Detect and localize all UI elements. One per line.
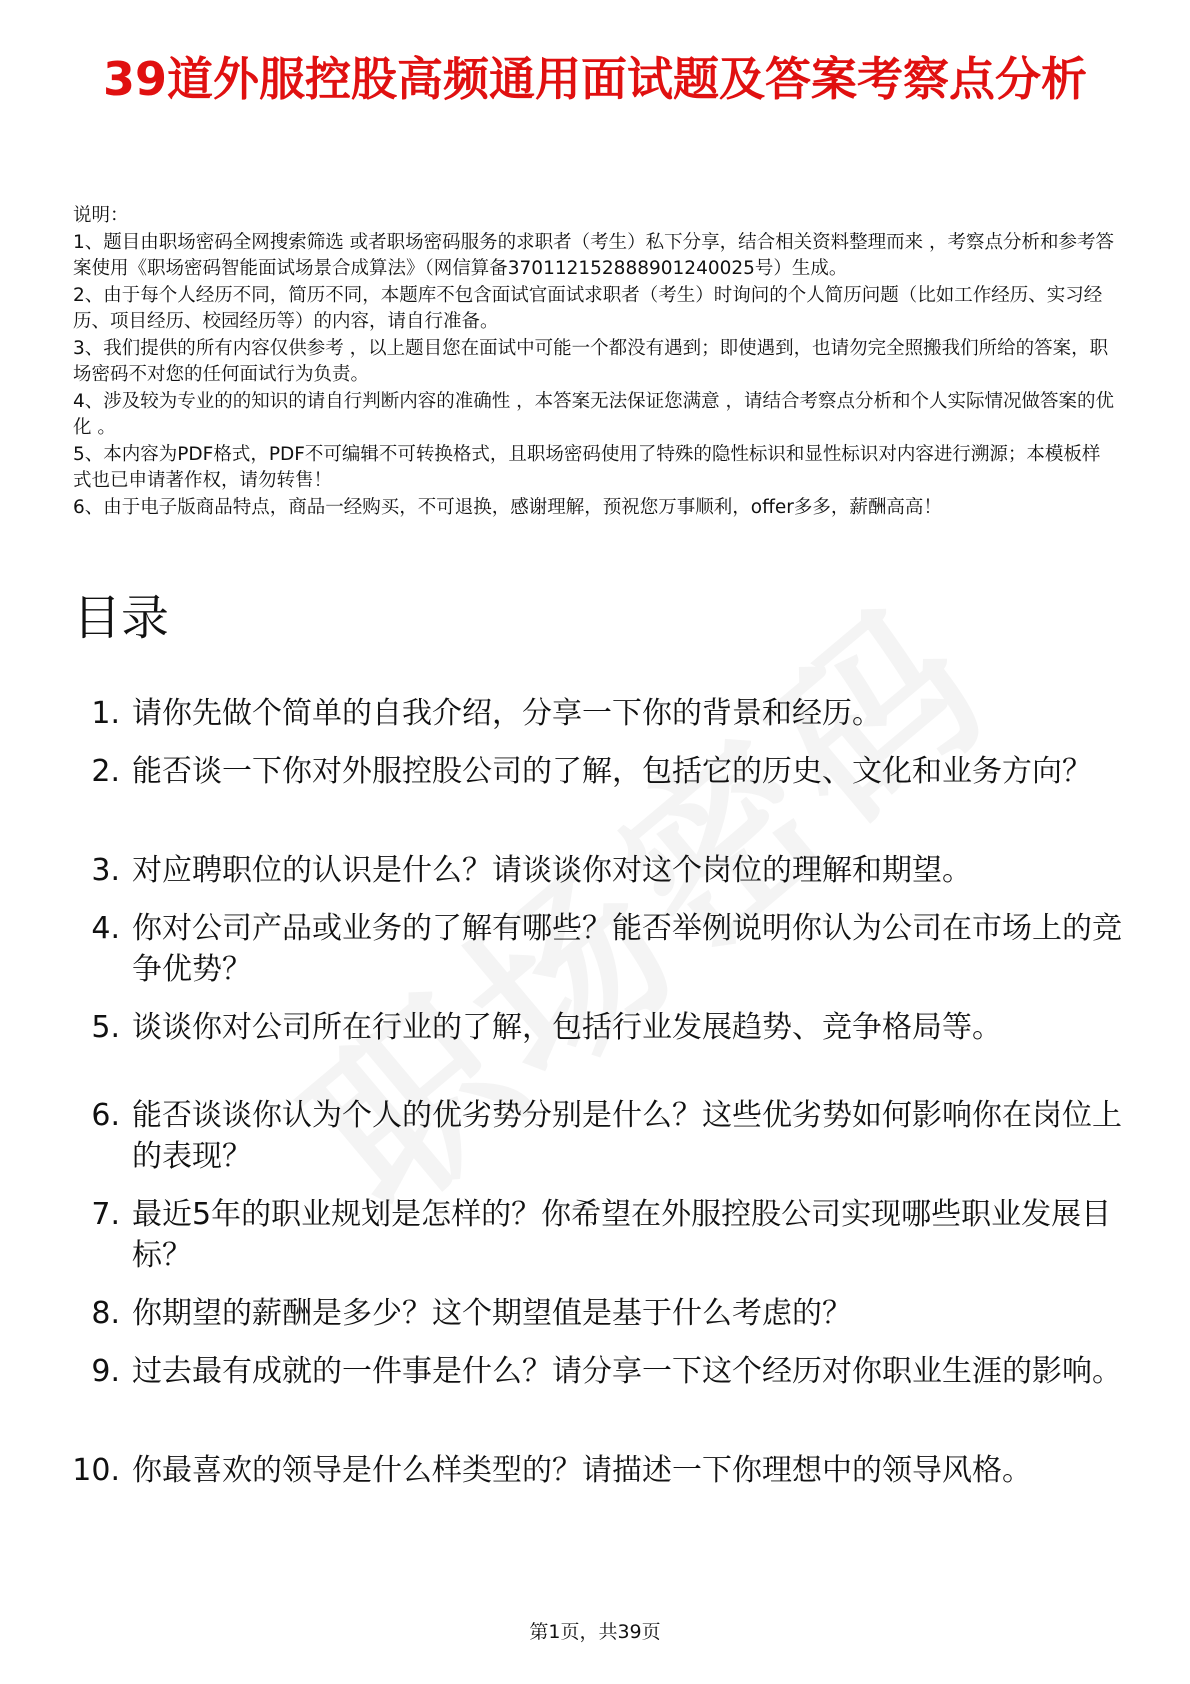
toc-item-text: 最近5年的职业规划是怎样的？你希望在外服控股公司实现哪些职业发展目标？ — [132, 1197, 1112, 1273]
notes-item: 2、由于每个人经历不同，简历不同，本题库不包含面试官面试求职者（考生）时询问的个人简历问题（比如工作经历、实习经历、项目经历、校园经历等）的内容，请自行准备。 — [73, 284, 1103, 332]
toc-item — [60, 1095, 1130, 1194]
toc-item-number: 5. — [91, 1010, 120, 1045]
toc-item — [60, 850, 1130, 908]
toc-item-number: 1. — [91, 696, 120, 731]
toc-item-number: 4. — [91, 911, 120, 946]
toc-item — [60, 693, 1130, 751]
toc-item — [60, 1194, 1130, 1293]
toc-item-text: 请你先做个简单的自我介绍，分享一下你的背景和经历。 — [132, 696, 882, 731]
toc-item-text: 你最喜欢的领导是什么样类型的？请描述一下你理想中的领导风格。 — [132, 1453, 1032, 1488]
notes-item: 6、由于电子版商品特点，商品一经购买，不可退换，感谢理解，预祝您万事顺利，offer多多，薪酬高高！ — [73, 496, 942, 518]
notes-item: 5、本内容为PDF格式，PDF不可编辑不可转换格式，且职场密码使用了特殊的隐性标识和显性标识对内容进行溯源；本模板样式也已申请著作权，请勿转售！ — [73, 443, 1101, 491]
toc-item-text: 你期望的薪酬是多少？这个期望值是基于什么考虑的？ — [132, 1296, 852, 1331]
toc-item-number: 6. — [91, 1098, 120, 1133]
toc-item-text: 你对公司产品或业务的了解有哪些？能否举例说明你认为公司在市场上的竞争优势？ — [132, 911, 1122, 987]
toc-item-number: 7. — [91, 1197, 120, 1232]
toc-item — [60, 1351, 1130, 1450]
toc-item — [60, 1450, 1130, 1540]
toc-item — [60, 1007, 1130, 1095]
notes-section — [73, 203, 1118, 521]
toc-heading: 目录 — [73, 590, 170, 646]
toc-item-text: 能否谈一下你对外服控股公司的了解，包括它的历史、文化和业务方向？ — [132, 754, 1092, 789]
toc-item-number: 2. — [91, 754, 120, 789]
document-title: 39道外服控股高频通用面试题及答案考察点分析 — [102, 52, 1087, 106]
toc-item — [60, 1293, 1130, 1351]
toc-item-text: 能否谈谈你认为个人的优劣势分别是什么？这些优劣势如何影响你在岗位上的表现？ — [132, 1098, 1122, 1174]
notes-heading: 说明： — [73, 205, 129, 226]
toc-item — [60, 908, 1130, 1007]
page-footer: 第1页，共39页 — [529, 1621, 661, 1643]
toc-item-text: 对应聘职位的认识是什么？请谈谈你对这个岗位的理解和期望。 — [132, 853, 972, 888]
toc-list — [60, 693, 1130, 1540]
toc-item-number: 10. — [72, 1453, 120, 1488]
toc-item-number: 9. — [91, 1354, 120, 1389]
toc-item-text: 过去最有成就的一件事是什么？请分享一下这个经历对你职业生涯的影响。 — [132, 1354, 1122, 1389]
notes-item: 4、涉及较为专业的的知识的请自行判断内容的准确性 ，本答案无法保证您满意 ，请结合考察点分析和个人实际情况做答案的优化 。 — [73, 390, 1115, 438]
toc-item-number: 3. — [91, 853, 120, 888]
notes-item: 1、题目由职场密码全网搜索筛选 或者职场密码服务的求职者（考生）私下分享，结合相关资料整理而来 ，考察点分析和参考答案使用《职场密码智能面试场景合成算法》（网信算备370112152888901240025号）生成。 — [73, 231, 1115, 279]
toc-item — [60, 751, 1130, 850]
notes-item: 3、我们提供的所有内容仅供参考 ，以上题目您在面试中可能一个都没有遇到；即使遇到，也请勿完全照搬我们所给的答案，职场密码不对您的任何面试行为负责。 — [73, 337, 1109, 385]
toc-item-text: 谈谈你对公司所在行业的了解，包括行业发展趋势、竞争格局等。 — [132, 1010, 1002, 1045]
toc-item-number: 8. — [91, 1296, 120, 1331]
